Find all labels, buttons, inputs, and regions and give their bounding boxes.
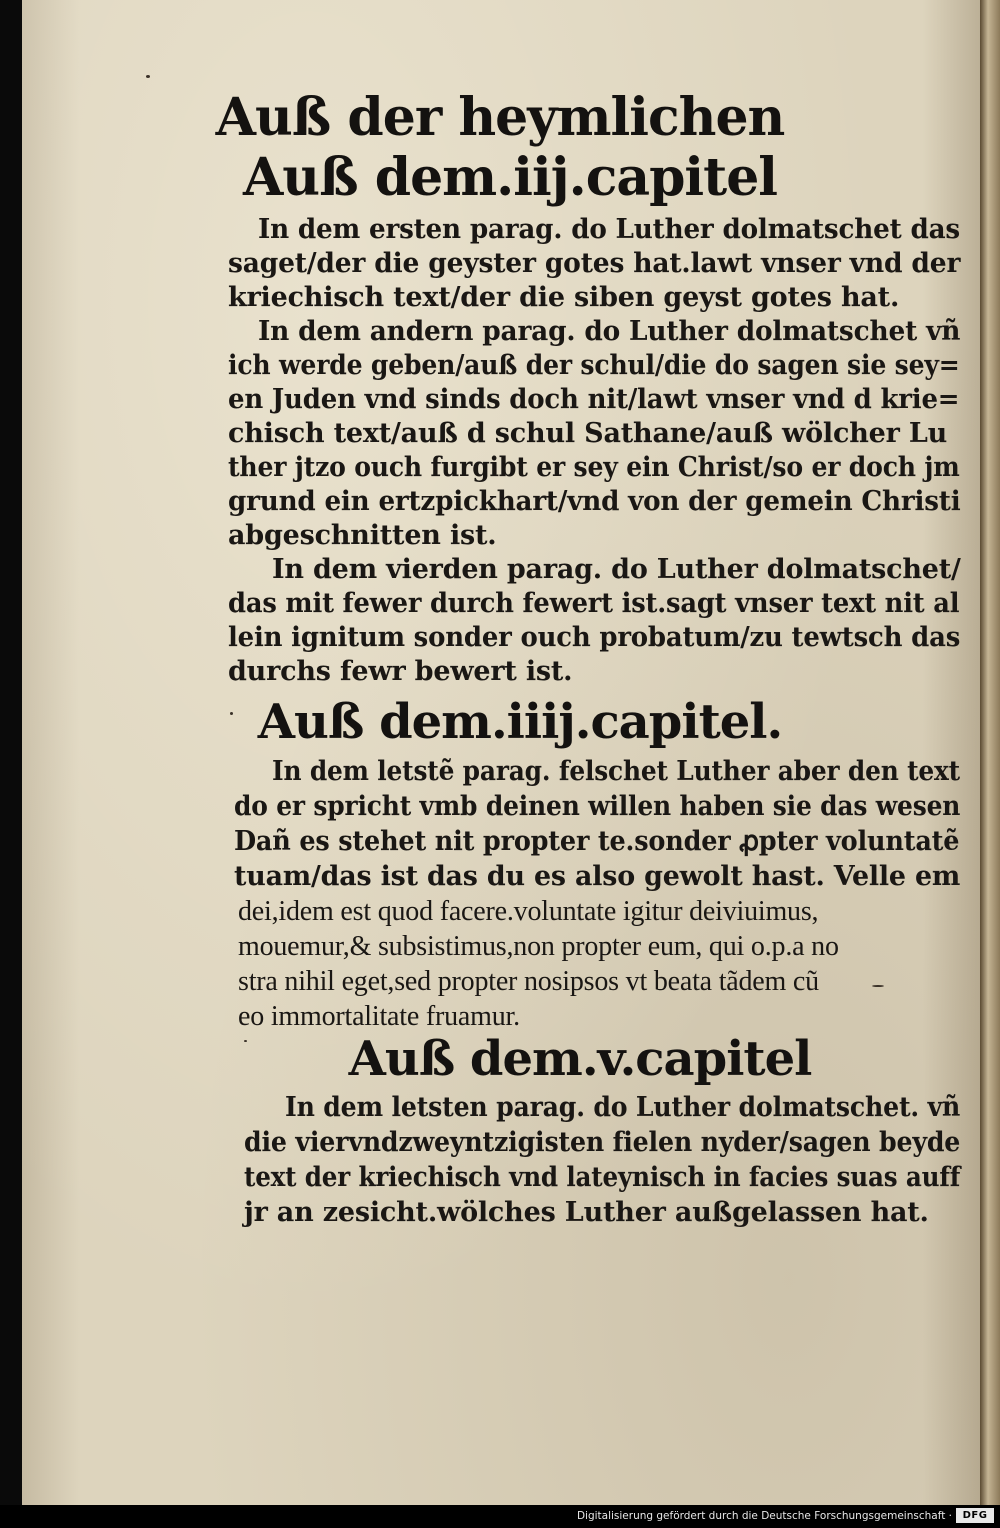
latin-line: mouemur,& subsistimus,non propter eum, qui o.p.a no: [238, 931, 839, 962]
text-line: tuam/das ist das du es also gewolt hast. Velle em: [234, 861, 961, 892]
heading-chapter-5: Auß dem.v.capitel: [348, 1031, 812, 1087]
heading-chapter-3: Auß dem.iij.capitel: [242, 147, 778, 208]
text-line: jr an zesicht.wölches Luther außgelassen hat.: [244, 1197, 929, 1228]
text-line: kriechisch text/der die siben geyst gotes hat.: [228, 282, 900, 313]
text-line: saget/der die geyster gotes hat.lawt vnser vnd der: [228, 248, 961, 279]
heading-chapter-4: Auß dem.iiij.capitel.: [257, 694, 783, 750]
text-line: ther jtzo ouch furgibt er sey ein Christ/so er doch jm: [228, 452, 960, 483]
text-line: do er spricht vmb deinen willen haben sie das wesen: [234, 791, 961, 822]
latin-line: eo immortalitate fruamur.: [238, 1001, 520, 1032]
text-line: In dem ersten parag. do Luther dolmatschet das: [258, 214, 960, 245]
text-line: In dem letsten parag. do Luther dolmatschet. vñ: [285, 1092, 961, 1123]
text-line: en Juden vnd sinds doch nit/lawt vnser vnd d krie=: [228, 384, 960, 415]
latin-line: stra nihil eget,sed propter nosipsos vt beata tãdem cũ: [238, 966, 819, 997]
text-line: das mit fewer durch fewert ist.sagt vnser text nit al: [228, 588, 960, 619]
text-line: Dañ es stehet nit propter te.sonder ꝓpter voluntatẽ: [234, 826, 960, 857]
ink-speck: [146, 75, 150, 78]
dfg-logo: DFG: [956, 1508, 994, 1523]
text-line: grund ein ertzpickhart/vnd von der gemein Christi: [228, 486, 961, 517]
text-line: In dem andern parag. do Luther dolmatschet vñ: [258, 316, 961, 347]
ink-speck: [872, 985, 884, 987]
text-line: durchs fewr bewert ist.: [228, 656, 573, 687]
text-line: In dem letstẽ parag. felschet Luther aber den text: [272, 756, 960, 787]
text-line: ich werde geben/auß der schul/die do sagen sie sey=: [228, 350, 960, 381]
text-line: die viervndzweyntzigisten fielen nyder/sagen beyde: [244, 1127, 961, 1158]
latin-line: dei,idem est quod facere.voluntate igitur deiviuimus,: [238, 896, 819, 927]
text-line: text der kriechisch vnd lateynisch in facies suas auff: [244, 1162, 961, 1193]
text-line: In dem vierden parag. do Luther dolmatschet/: [272, 554, 961, 585]
heading-title: Auß der heymlichen: [215, 87, 785, 148]
text-line: chisch text/auß d schul Sathane/auß wölcher Lu: [228, 418, 948, 449]
text-line: abgeschnitten ist.: [228, 520, 497, 551]
text-line: lein ignitum sonder ouch probatum/zu tewtsch das: [228, 622, 961, 653]
footer-credit: Digitalisierung gefördert durch die Deutsche Forschungsgemeinschaft ·: [576, 1510, 952, 1522]
page-edge: [980, 0, 1000, 1505]
